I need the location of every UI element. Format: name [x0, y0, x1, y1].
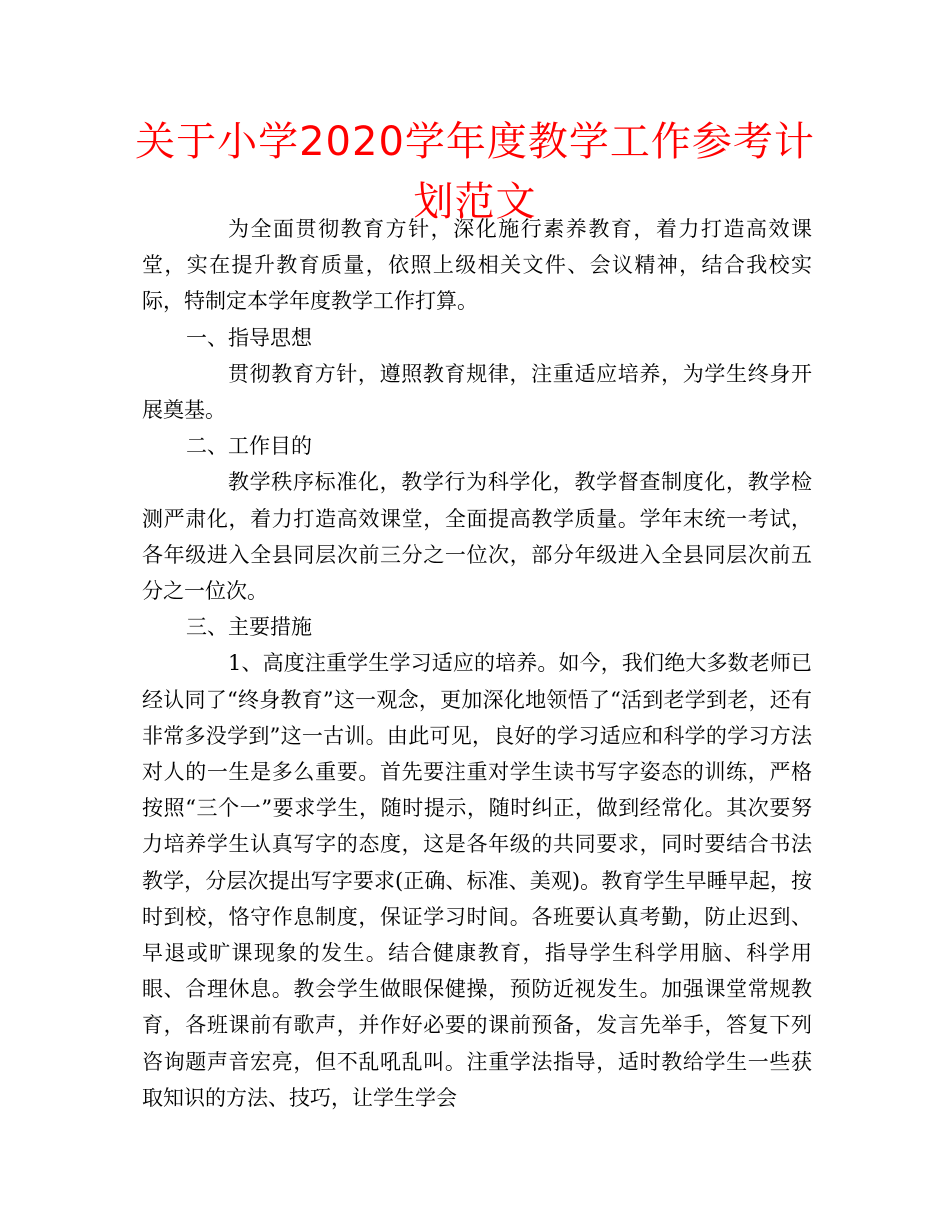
- document-body: [142, 211, 812, 1116]
- section-heading-work-goals: 二、工作目的: [186, 434, 312, 459]
- section-heading-main-measures: 三、主要措施: [186, 615, 312, 640]
- guiding-ideology-paragraph: 贯彻教育方针，遵照教育规律，注重适应培养，为学生终身开展奠基。: [142, 361, 812, 423]
- document-title: 关于小学2020学年度教学工作参考计划范文: [135, 119, 815, 225]
- section-heading-guiding-ideology: 一、指导思想: [186, 325, 312, 350]
- main-measures-paragraph: 1、高度注重学生学习适应的培养。如今，我们绝大多数老师已经认同了“终身教育”这一观念，更加深化地领悟了“活到老学到老，还有非常多没学到”这一古训。由此可见，良好的学习适应和科学的学习方法对人的一生是多么重要。首先要注重对学生读书写字姿态的训练，严格按照“三个一”要求学生，随时提示，随时纠正，做到经常化。其次要努力培养学生认真写字的态度，这是各年级的共同要求，同时要结合书法教学，分层次提出写字要求(正确、标准、美观)。教育学生早睡早起，按时到校，恪守作息制度，保证学习时间。各班要认真考勤，防止迟到、早退或旷课现象的发生。结合健康教育，指导学生科学用脑、科学用眼、合理休息。教会学生做眼保健操，预防近视发生。加强课堂常规教育，各班课前有歌声，并作好必要的课前预备，发言先举手，答复下列咨询题声音宏亮，但不乱吼乱叫。注重学法指导，适时教给学生一些获取知识的方法、技巧，让学生学会: [142, 651, 812, 1110]
- work-goals-paragraph: 教学秩序标准化，教学行为科学化，教学督查制度化，教学检测严肃化，着力打造高效课堂，全面提高教学质量。学年末统一考试，各年级进入全县同层次前三分之一位次，部分年级进入全县同层次前五分之一位次。: [142, 470, 812, 604]
- intro-paragraph: 为全面贯彻教育方针，深化施行素养教育，着力打造高效课堂，实在提升教育质量，依照上级相关文件、会议精神，结合我校实际，特制定本学年度教学工作打算。: [142, 217, 812, 314]
